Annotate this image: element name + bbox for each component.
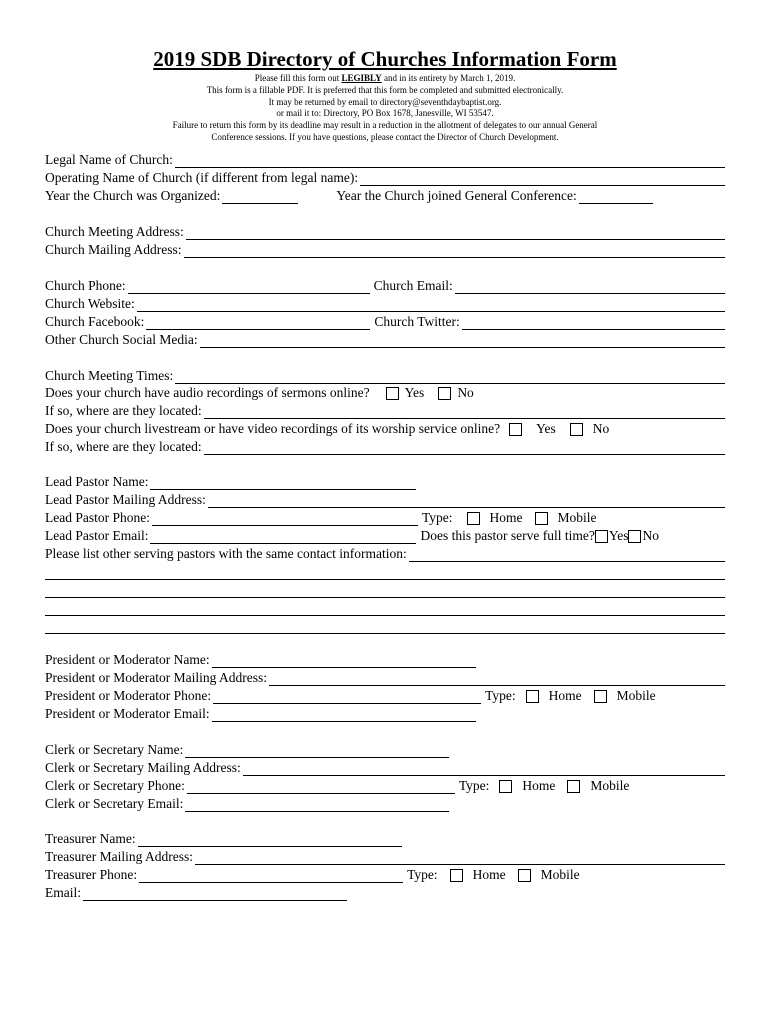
lead-phone-mobile-checkbox[interactable] [535, 512, 548, 525]
audio-no-checkbox[interactable] [438, 387, 451, 400]
lead-pastor-phone-label: Lead Pastor Phone: [45, 510, 150, 525]
year-organized-field[interactable] [222, 191, 298, 204]
clerk-email-field[interactable] [185, 799, 449, 812]
lead-phone-mobile-label: Mobile [557, 510, 597, 525]
legal-name-label: Legal Name of Church: [45, 152, 173, 167]
instruction-line-5: Failure to return this form by its deadline may result in a reduction in the allotment of delegates to our annual General [172, 120, 598, 131]
video-where-label: If so, where are they located: [45, 439, 202, 454]
instruction-line-6: Conference sessions. If you have questions, please contact the Director of Church Development. [211, 131, 559, 142]
treasurer-email-field[interactable] [83, 888, 347, 901]
church-twitter-field[interactable] [462, 317, 725, 330]
treasurer-phone-field[interactable] [139, 870, 403, 883]
lead-pastor-phone-field[interactable] [152, 513, 418, 526]
other-pastors-field[interactable] [409, 549, 725, 562]
pres-name-row [45, 650, 725, 668]
clerk-mailing-field[interactable] [243, 763, 725, 776]
other-social-label: Other Church Social Media: [45, 332, 198, 347]
instruction-line-2: This form is a fillable PDF. It is preferred that this form be completed and submitted electronically. [206, 84, 564, 95]
audio-no-label: No [457, 385, 474, 400]
president-phone-home-label: Home [548, 688, 582, 703]
president-name-label: President or Moderator Name: [45, 652, 210, 667]
video-where-row [45, 437, 725, 455]
lead-pastor-email-label: Lead Pastor Email: [45, 528, 149, 543]
form-instructions [0, 73, 770, 144]
video-no-checkbox[interactable] [570, 423, 583, 436]
treasurer-name-field[interactable] [138, 834, 402, 847]
clerk-phone-home-label: Home [522, 778, 556, 793]
lead-phone-row [45, 508, 725, 526]
lead-pastor-email-field[interactable] [150, 531, 416, 544]
lead-pastor-name-label: Lead Pastor Name: [45, 474, 149, 489]
other-pastors-line-2 [45, 580, 725, 598]
operating-name-field[interactable] [360, 173, 725, 186]
clerk-name-label: Clerk or Secretary Name: [45, 742, 184, 757]
church-phone-field[interactable] [128, 281, 370, 294]
treasurer-phone-home-label: Home [472, 867, 506, 882]
other-pastors-blank-2[interactable] [45, 585, 725, 598]
website-row [45, 294, 725, 312]
audio-where-field[interactable] [204, 406, 725, 419]
audio-yes-checkbox[interactable] [386, 387, 399, 400]
treasurer-mailing-field[interactable] [195, 852, 725, 865]
audio-question-label: Does your church have audio recordings of sermons online? [45, 385, 370, 400]
clerk-phone-row [45, 776, 725, 794]
treasurer-phone-label: Treasurer Phone: [45, 867, 138, 882]
video-question-row [45, 419, 725, 437]
church-email-label: Church Email: [373, 278, 453, 293]
mailing-address-row [45, 240, 725, 258]
lead-email-row [45, 526, 725, 544]
clerk-name-row [45, 740, 725, 758]
clerk-phone-mobile-checkbox[interactable] [567, 780, 580, 793]
treas-phone-row [45, 865, 725, 883]
other-social-field[interactable] [200, 335, 725, 348]
clerk-phone-field[interactable] [187, 781, 455, 794]
meeting-times-row [45, 366, 725, 384]
mailing-address-field[interactable] [184, 245, 726, 258]
president-mailing-label: President or Moderator Mailing Address: [45, 670, 267, 685]
lead-pastor-mailing-label: Lead Pastor Mailing Address: [45, 492, 206, 507]
president-name-field[interactable] [212, 655, 476, 668]
president-mailing-field[interactable] [269, 673, 725, 686]
meeting-times-label: Church Meeting Times: [45, 368, 174, 383]
treasurer-phone-mobile-label: Mobile [540, 867, 580, 882]
other-pastors-line-4 [45, 616, 725, 634]
church-email-field[interactable] [455, 281, 725, 294]
full-time-no-label: No [642, 528, 659, 543]
full-time-no-checkbox[interactable] [628, 530, 641, 543]
full-time-yes-label: Yes [608, 528, 629, 543]
church-facebook-label: Church Facebook: [45, 314, 145, 329]
legal-name-field[interactable] [175, 155, 725, 168]
operating-name-row [45, 168, 725, 186]
treasurer-phone-mobile-checkbox[interactable] [518, 869, 531, 882]
facebook-twitter-row [45, 312, 725, 330]
clerk-phone-mobile-label: Mobile [590, 778, 630, 793]
lead-phone-home-checkbox[interactable] [467, 512, 480, 525]
audio-question-row [45, 383, 725, 401]
clerk-mailing-row [45, 758, 725, 776]
treas-mailing-row [45, 847, 725, 865]
other-pastors-row [45, 544, 725, 562]
treasurer-email-label: Email: [45, 885, 81, 900]
audio-where-row [45, 401, 725, 419]
year-organized-label: Year the Church was Organized: [45, 188, 221, 203]
clerk-email-row [45, 794, 725, 812]
video-no-label: No [592, 421, 610, 436]
clerk-phone-type-label: Type: [458, 778, 490, 793]
pres-mailing-row [45, 668, 725, 686]
lead-name-row [45, 472, 725, 490]
clerk-phone-label: Clerk or Secretary Phone: [45, 778, 185, 793]
treasurer-name-label: Treasurer Name: [45, 831, 136, 846]
video-where-field[interactable] [204, 442, 725, 455]
lead-phone-home-label: Home [489, 510, 523, 525]
video-question-label: Does your church livestream or have video recordings of its worship service online? [45, 421, 501, 436]
audio-yes-label: Yes [404, 385, 425, 400]
other-pastors-line-1 [45, 562, 725, 580]
meeting-address-row [45, 222, 725, 240]
treasurer-phone-type-label: Type: [407, 867, 438, 882]
clerk-email-label: Clerk or Secretary Email: [45, 796, 184, 811]
other-pastors-blank-3[interactable] [45, 603, 725, 616]
treasurer-mailing-label: Treasurer Mailing Address: [45, 849, 193, 864]
other-pastors-label: Please list other serving pastors with the same contact information: [45, 546, 407, 561]
lead-pastor-mailing-field[interactable] [208, 495, 725, 508]
church-website-label: Church Website: [45, 296, 135, 311]
church-facebook-field[interactable] [146, 317, 370, 330]
president-email-field[interactable] [212, 709, 476, 722]
video-yes-label: Yes [536, 421, 556, 436]
legal-name-row [45, 150, 725, 168]
meeting-address-label: Church Meeting Address: [45, 224, 184, 239]
clerk-phone-home-checkbox[interactable] [499, 780, 512, 793]
clerk-name-field[interactable] [185, 745, 449, 758]
president-phone-type-label: Type: [485, 688, 516, 703]
audio-where-label: If so, where are they located: [45, 403, 202, 418]
form-title: 2019 SDB Directory of Churches Information Form [153, 47, 617, 71]
clerk-mailing-label: Clerk or Secretary Mailing Address: [45, 760, 241, 775]
president-phone-mobile-checkbox[interactable] [594, 690, 607, 703]
instruction-line-1: Please fill this form out LEGIBLY and in its entirety by March 1, 2019. [254, 73, 516, 83]
video-yes-checkbox[interactable] [509, 423, 522, 436]
president-phone-label: President or Moderator Phone: [45, 688, 212, 703]
president-phone-field[interactable] [213, 691, 481, 704]
church-twitter-label: Church Twitter: [374, 314, 460, 329]
year-joined-field[interactable] [579, 191, 653, 204]
church-website-field[interactable] [137, 299, 725, 312]
lead-phone-type-label: Type: [421, 510, 453, 525]
treas-email-row [45, 883, 725, 901]
full-time-question-label: Does this pastor serve full time? [420, 528, 595, 543]
full-time-yes-checkbox[interactable] [595, 530, 608, 543]
other-social-row [45, 330, 725, 348]
other-pastors-blank-1[interactable] [45, 567, 725, 580]
lead-pastor-name-field[interactable] [150, 477, 416, 490]
instruction-line-3: It may be returned by email to directory@seventhdaybaptist.org. [268, 96, 502, 107]
treas-name-row [45, 829, 725, 847]
treasurer-phone-home-checkbox[interactable] [450, 869, 463, 882]
other-pastors-line-3 [45, 598, 725, 616]
other-pastors-blank-4[interactable] [45, 621, 725, 634]
president-phone-home-checkbox[interactable] [526, 690, 539, 703]
operating-name-label: Operating Name of Church (if different from legal name): [45, 170, 359, 185]
year-row [45, 186, 725, 204]
legibly-emphasis: LEGIBLY [341, 73, 382, 83]
pres-phone-row [45, 686, 725, 704]
mailing-address-label: Church Mailing Address: [45, 242, 182, 257]
church-phone-label: Church Phone: [45, 278, 126, 293]
instruction-line-4: or mail it to: Directory, PO Box 1678, Janesville, WI 53547. [276, 108, 494, 119]
year-joined-label: Year the Church joined General Conference: [336, 188, 577, 203]
president-email-label: President or Moderator Email: [45, 706, 210, 721]
phone-email-row [45, 276, 725, 294]
president-phone-mobile-label: Mobile [616, 688, 656, 703]
pres-email-row [45, 704, 725, 722]
meeting-address-field[interactable] [186, 227, 725, 240]
lead-mailing-row [45, 490, 725, 508]
